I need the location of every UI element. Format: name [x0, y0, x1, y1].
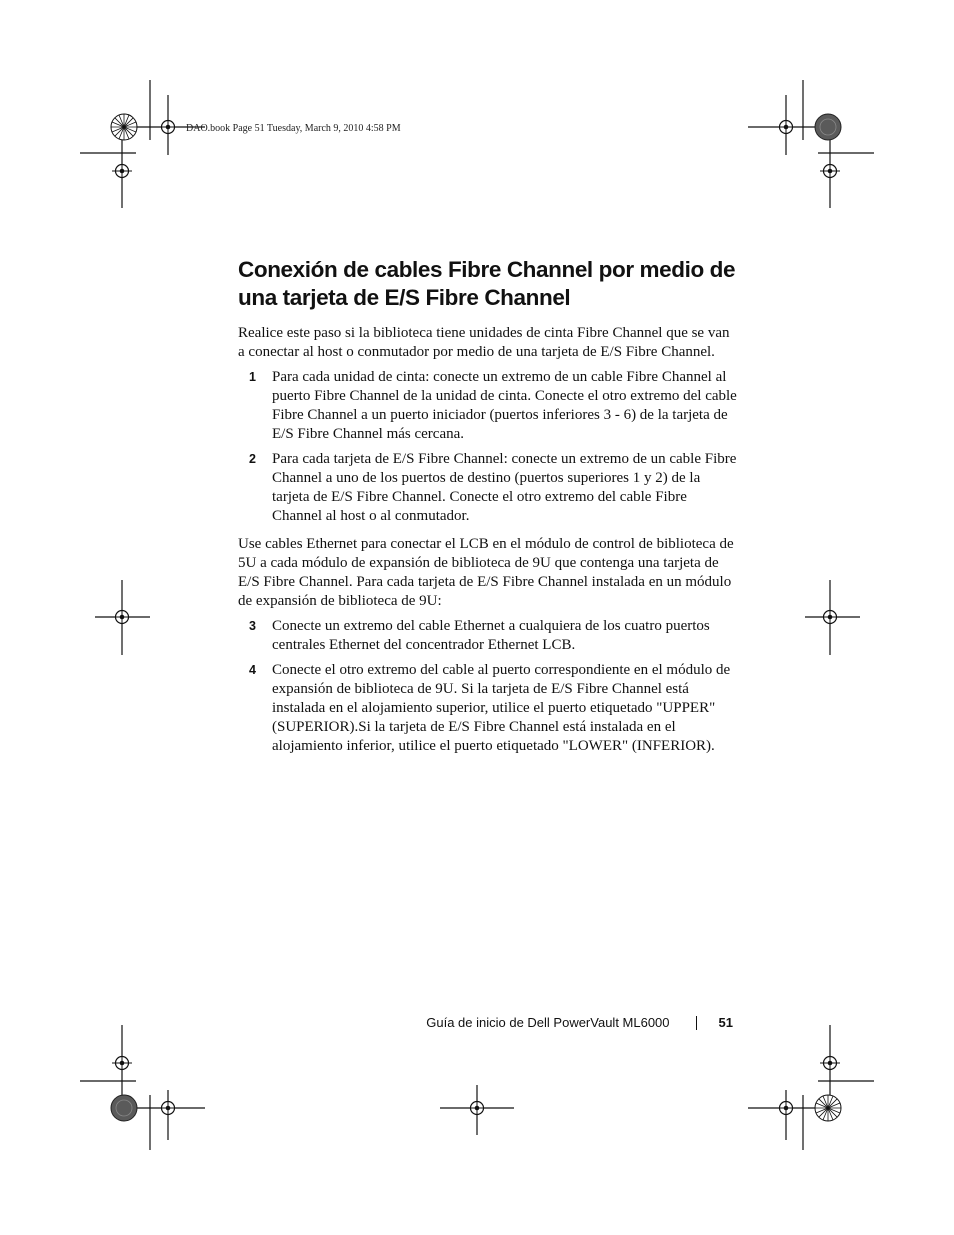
page-content — [238, 256, 738, 756]
step-text: Para cada tarjeta de E/S Fibre Channel: conecte un extremo de un cable Fibre Channel a uno de los puertos de destino (puertos superiores 1 y 2) de la tarjeta de E/S Fibre Channel. Conecte el otro extremo del cable Fibre Channel al host o al conmutador. — [272, 451, 737, 524]
step-item — [238, 617, 738, 655]
intro-paragraph: Realice este paso si la biblioteca tiene unidades de cinta Fibre Channel que se van a conectar al host o conmutador por medio de una tarjeta de E/S Fibre Channel. — [238, 325, 730, 360]
print-slug: DAO.book Page 51 Tuesday, March 9, 2010 4:58 PM — [186, 123, 401, 134]
footer-title: Guía de inicio de Dell PowerVault ML6000 — [426, 1015, 670, 1030]
page-number: 51 — [718, 1015, 733, 1030]
step-number: 2 — [249, 452, 256, 466]
page-footer — [426, 1015, 733, 1030]
section-heading — [238, 256, 738, 312]
heading-line-2: una tarjeta de E/S Fibre Channel — [238, 285, 571, 310]
step-number: 3 — [249, 619, 256, 633]
steps-list-b — [238, 617, 738, 756]
step-number: 1 — [249, 370, 256, 384]
heading-line-1: Conexión de cables Fibre Channel por medio de — [238, 257, 736, 282]
footer-divider — [696, 1016, 697, 1030]
step-item — [238, 450, 738, 526]
step-item — [238, 368, 738, 444]
step-item — [238, 661, 738, 756]
step-text: Conecte un extremo del cable Ethernet a cualquiera de los cuatro puertos centrales Ethernet del concentrador Ethernet LCB. — [272, 618, 710, 653]
step-text: Conecte el otro extremo del cable al puerto correspondiente en el módulo de expansión de biblioteca de 9U. Si la tarjeta de E/S Fibre Channel está instalada en el alojamiento superior, utilice el puerto etiquetado "UPPER" (SUPERIOR).Si la tarjeta de E/S Fibre Channel está instalada en el alojamiento inferior, utilice el puerto etiquetado "LOWER" (INFERIOR). — [272, 662, 731, 754]
step-text: Para cada unidad de cinta: conecte un extremo de un cable Fibre Channel al puerto Fibre Channel de la unidad de cinta. Conecte el otro extremo del cable Fibre Channel a un puerto iniciador (puertos inferiores 3 - 6) de la tarjeta de E/S Fibre Channel más cercana. — [272, 369, 737, 442]
middle-paragraph: Use cables Ethernet para conectar el LCB en el módulo de control de biblioteca de 5U a cada módulo de expansión de biblioteca de 9U que contenga una tarjeta de E/S Fibre Channel. Para cada tarjeta de E/S Fibre Channel instalada en un módulo de expansión de biblioteca de 9U: — [238, 536, 734, 609]
steps-list-a — [238, 368, 738, 526]
step-number: 4 — [249, 663, 256, 677]
